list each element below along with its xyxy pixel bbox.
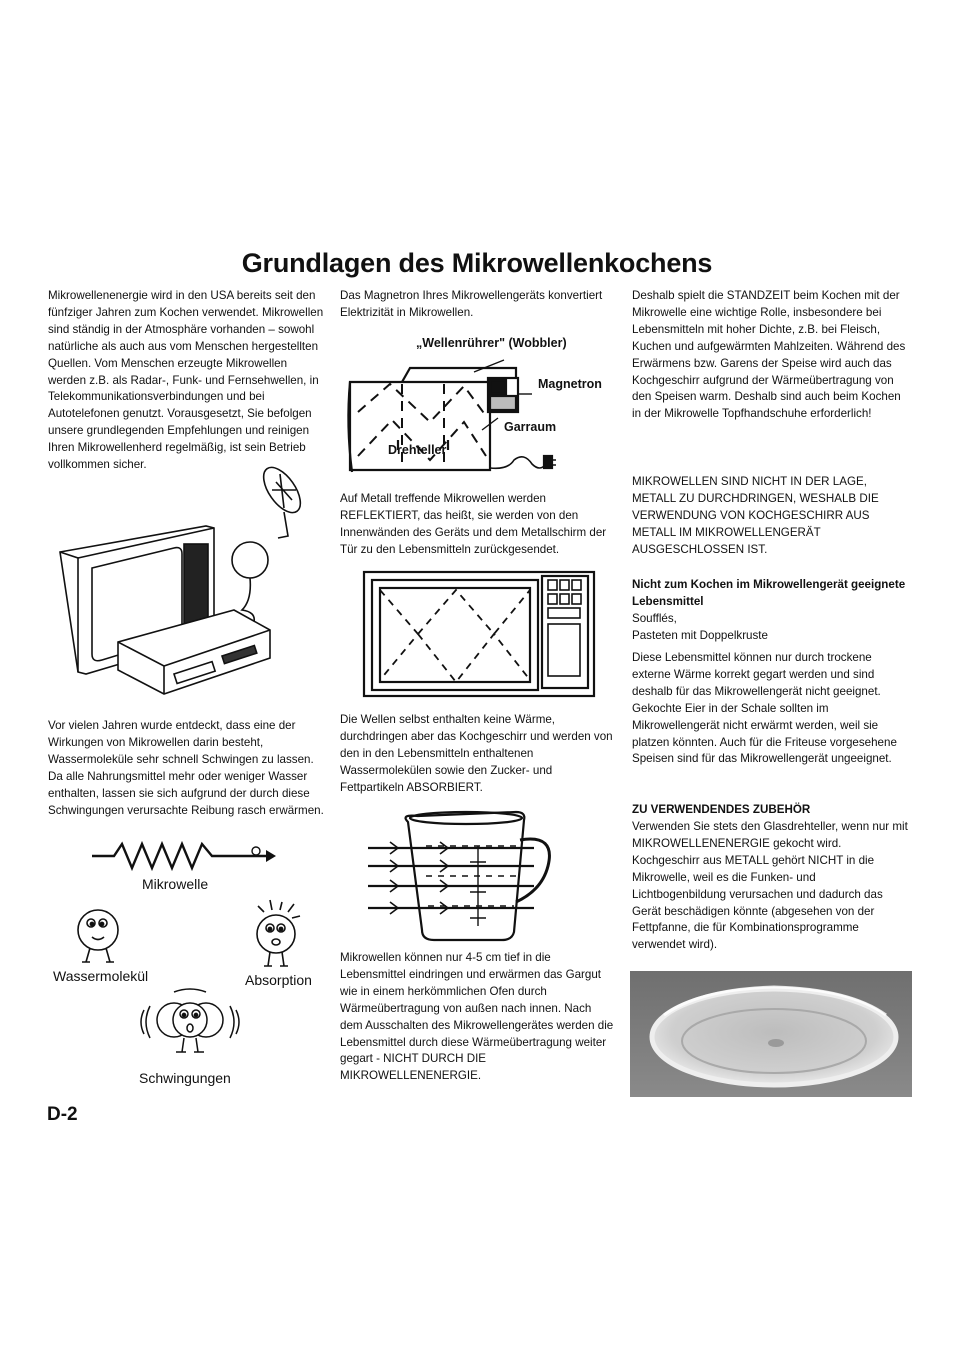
microwave-reflection-diagram bbox=[362, 570, 596, 698]
water-molecule-icon bbox=[72, 906, 128, 966]
unsuitable-foods-paragraph: Diese Lebensmittel können nur durch trockene externe Wärme korrekt gegart werden und sind deshalb für das Mikrowellengerät nicht geeignet. Gekochte Eier in der Schale sollten im Mikrowellengerät nicht erwärmt werden, weil sie platzen könnten. Auch für die Friteuse vorgesehene Speisen sind für das Mikrowellengerät ungeeignet. bbox=[632, 651, 897, 766]
label-wobbler: „Wellenrührer" (Wobbler) bbox=[416, 336, 567, 350]
metal-warning-paragraph: MIKROWELLEN SIND NICHT IN DER LAGE, METALL ZU DURCHDRINGEN, WESHALB DIE VERWENDUNG VON KOCHGESCHIRR AUS METALL IM MIKROWELLENGERÄT AUSGESCHLOSSEN IST. bbox=[632, 475, 879, 556]
label-mikrowelle: Mikrowelle bbox=[142, 876, 209, 892]
intro-paragraph: Mikrowellenenergie wird in den USA bereits seit den fünfziger Jahren zum Kochen verwendet. Mikrowellen sind ständig in der Atmosphäre vorhanden – sowohl natürliche als auch aus vom Menschen hergestellten Quellen. Vom Menschen erzeugte Mikrowellen werden z.B. als Radar-, Funk- und Fernsehwellen, in Telekommunikationsverbindungen und bei Autotelefonen genutzt. Vorausgesetzt, Sie befolgen unsere grundlegenden Empfehlungen und reinigen Ihren Mikrowellenherd regelmäßig, ist sein Betrieb vollkommen sicher. bbox=[48, 289, 324, 472]
page-number: D-2 bbox=[47, 1104, 78, 1125]
accessory-heading: ZU VERWENDENDES ZUBEHÖR bbox=[632, 803, 811, 816]
magnetron-paragraph: Das Magnetron Ihres Mikrowellengeräts konvertiert Elektrizität in Mikrowellen. bbox=[340, 289, 603, 319]
unsuitable-item-souffles: Soufflés, bbox=[632, 612, 677, 625]
accessory-paragraph: Verwenden Sie stets den Glasdrehteller, wenn nur mit MIKROWELLENENERGIE gekocht wird. Kochgeschirr aus METALL gehört NICHT in die Mikrowelle, weil es die Funken- und Lichtbogenbildung verursachen und dadurch das Gerät beschädigen könnte (abgesehen von der Fettpfanne, die für Kombinationsprogramme verwendet wird). bbox=[632, 820, 908, 952]
label-drehteller: Drehteller bbox=[388, 443, 447, 457]
measuring-jug-diagram bbox=[366, 806, 576, 946]
absorption-molecule-icon bbox=[250, 898, 308, 970]
label-wassermolekuel: Wassermolekül bbox=[53, 968, 149, 984]
tv-radio-illustration bbox=[56, 460, 331, 705]
metal-reflection-paragraph: Auf Metall treffende Mikrowellen werden REFLEKTIERT, das heißt, sie werden von den Innenwänden des Geräts und dem Metallschirm der Tür zu den Lebensmitteln zurückgesendet. bbox=[340, 492, 607, 556]
vibrating-molecules-icon bbox=[140, 986, 240, 1058]
label-magnetron: Magnetron bbox=[538, 377, 602, 391]
standzeit-paragraph: Deshalb spielt die STANDZEIT beim Kochen mit der Mikrowelle eine wichtige Rolle, insbesondere bei Lebensmitteln mit hoher Dichte, z.B. bei Fleisch, Kuchen und aufgewärmten Mahlzeiten. Während des Erwärmens bzw. Garens der Speise wird auch das Kochgeschirr aufgrund der Wärmeübertragung von den Speisen warm. Deshalb sind auch beim Kochen in der Mikrowelle Topfhandschuhe erforderlich! bbox=[632, 289, 906, 421]
label-absorption: Absorption bbox=[245, 972, 312, 988]
unsuitable-item-pasteten: Pasteten mit Doppelkruste bbox=[632, 629, 768, 642]
label-garraum: Garraum bbox=[504, 420, 557, 434]
unsuitable-foods-heading: Nicht zum Kochen im Mikrowellengerät geeignete Lebensmittel bbox=[632, 578, 906, 608]
depth-paragraph: Mikrowellen können nur 4-5 cm tief in die Lebensmittel eindringen und erwärmen das Gargut wie in einem herkömmlichen Ofen durch Wärmeübertragung von außen nach innen. Nach dem Ausschalten des Mikrowellengerätes werden die Lebensmittel durch diese Wärmeübertragung weiter gegart - NICHT DURCH DIE MIKROWELLENENERGIE. bbox=[340, 951, 614, 1083]
microwave-wave-icon bbox=[90, 840, 280, 872]
vibration-paragraph: Vor vielen Jahren wurde entdeckt, dass eine der Wirkungen von Mikrowellen darin besteht, Wassermoleküle sehr schnell Schwingen zu lassen. Da alle Nahrungsmittel mehr oder weniger Wasser enthalten, lassen sie sich aufgrund der durch diese Schwingungen verursachte Reibung rasch erwärmen. bbox=[48, 719, 324, 817]
absorption-paragraph: Die Wellen selbst enthalten keine Wärme, durchdringen aber das Kochgeschirr und werden von den in den Lebensmitteln enthaltenen Wassermolekülen sowie den Zucker- und Fettpartikeln ABSORBIERT. bbox=[340, 713, 613, 794]
label-schwingungen: Schwingungen bbox=[139, 1070, 231, 1086]
page-title: Grundlagen des Mikrowellenkochens bbox=[241, 248, 713, 278]
glass-turntable-photo bbox=[630, 971, 912, 1097]
